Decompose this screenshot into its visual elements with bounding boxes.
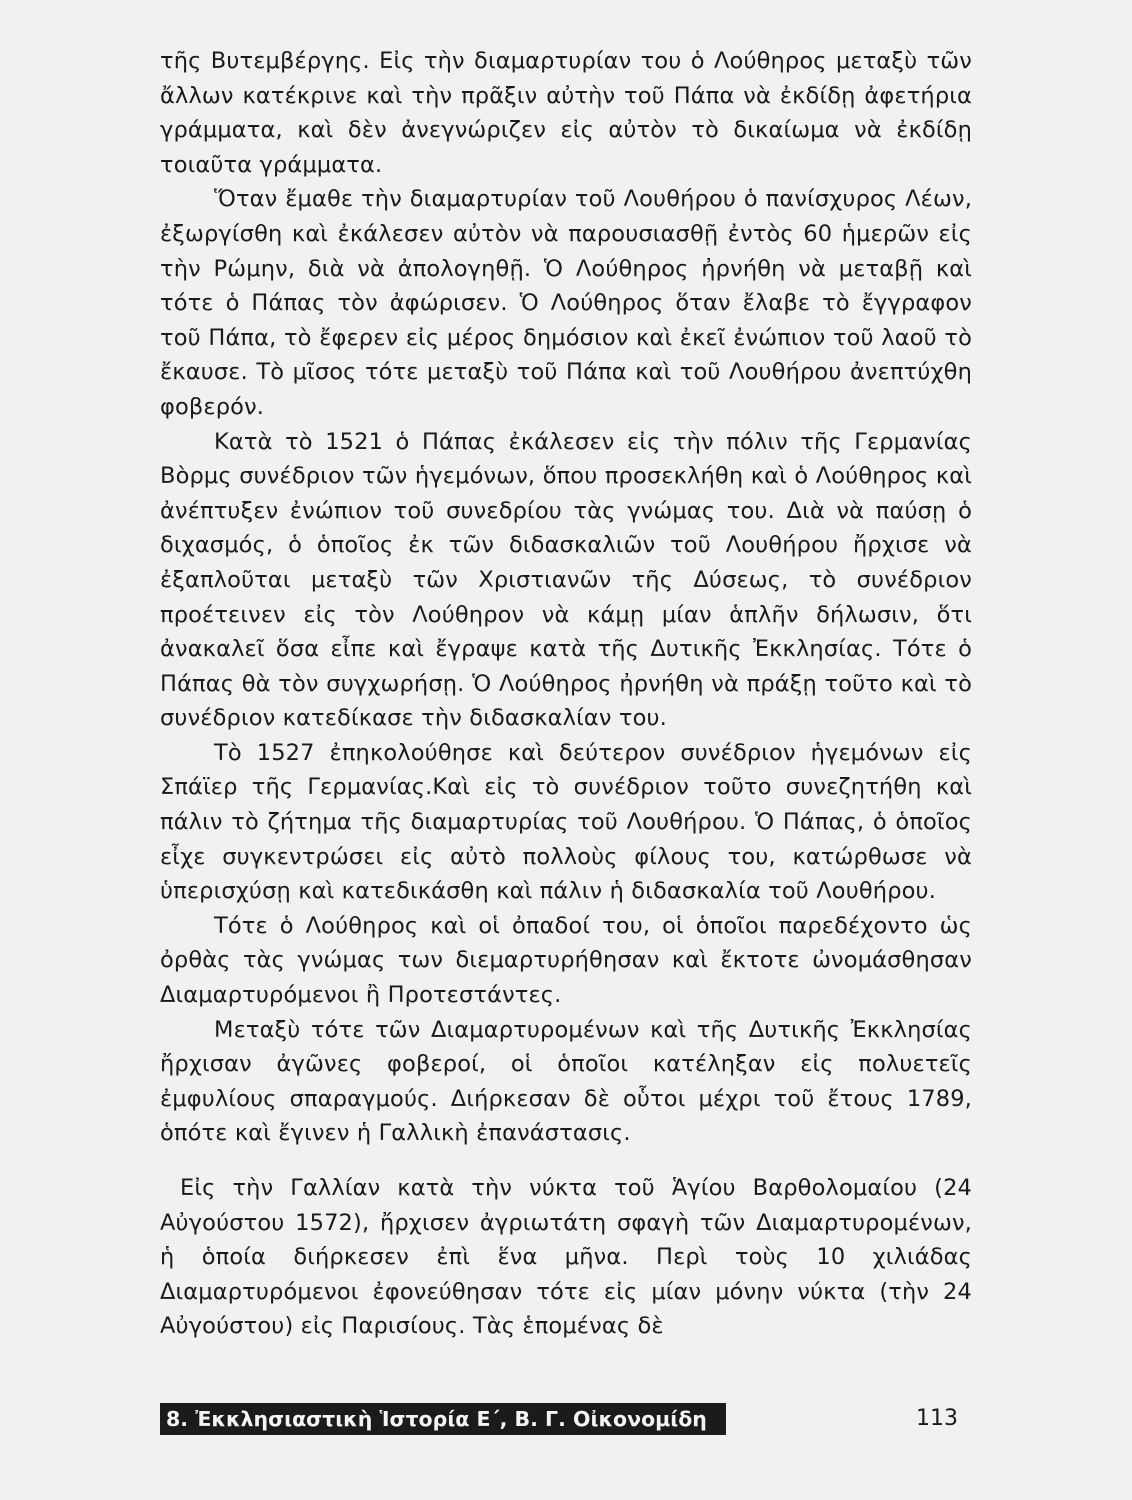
- paragraph-1: τῆς Βυτεμβέργης. Εἰς τὴν διαμαρτυρίαν του ὁ Λούθηρος μεταξὺ τῶν ἄλλων κατέκρινε καὶ τὴν πρᾶξιν αὐτὴν τοῦ Πάπα νὰ ἐκδίδῃ ἀφετήρια γράμματα, καὶ δὲν ἀνεγνώριζεν εἰς αὐτὸν τὸ δικαίωμα νὰ ἐκδίδῃ τοιαῦτα γράμματα.: [160, 48, 972, 178]
- body-text: [160, 44, 972, 1344]
- paragraph-6: Μεταξὺ τότε τῶν Διαμαρτυρομένων καὶ τῆς Δυτικῆς Ἐκκλησίας ἤρχισαν ἀγῶνες φοβεροί, οἱ ὁποῖοι κατέληξαν εἰς πολυετεῖς ἐμφυλίους σπαραγμούς. Διήρκεσαν δὲ οὗτοι μέχρι τοῦ ἔτους 1789, ὁπότε καὶ ἔγινεν ἡ Γαλλικὴ ἐπανάστασις.: [160, 1016, 972, 1147]
- paragraph-7: Εἰς τὴν Γαλλίαν κατὰ τὴν νύκτα τοῦ Ἁγίου Βαρθολομαίου (24 Αὐγούστου 1572), ἤρχισεν ἀγριωτάτη σφαγὴ τῶν Διαμαρτυρομένων, ἡ ὁποία διήρκεσεν ἐπὶ ἕνα μῆνα. Περὶ τοὺς 10 χιλιάδας Διαμαρτυρόμενοι ἐφονεύθησαν τότε εἰς μίαν μόνην νύκτα (τὴν 24 Αὐγούστου) εἰς Παρισίους. Τὰς ἑπομένας δὲ: [160, 1175, 972, 1340]
- page-number: 113: [916, 1406, 958, 1431]
- paragraph-4: Τὸ 1527 ἐπηκολούθησε καὶ δεύτερον συνέδριον ἡγεμόνων εἰς Σπάϊερ τῆς Γερμανίας.Καὶ εἰς τὸ συνέδριον τοῦτο συνεζητήθη καὶ πάλιν τὸ ζήτημα τῆς διαμαρτυρίας τοῦ Λουθήρου. Ὁ Πάπας, ὁ ὁποῖος εἶχε συγκεντρώσει εἰς αὐτὸ πολλοὺς φίλους του, κατώρθωσε νὰ ὑπερισχύσῃ καὶ κατεδικάσθη καὶ πάλιν ἡ διδασκαλία τοῦ Λουθήρου.: [160, 739, 972, 905]
- paragraph-5: Τότε ὁ Λούθηρος καὶ οἱ ὀπαδοί του, οἱ ὁποῖοι παρεδέχοντο ὡς ὀρθὰς τὰς γνώμας των διεμαρτυρήθησαν καὶ ἔκτοτε ὠνομάσθησαν Διαμαρτυρόμενοι ἢ Προτεστάντες.: [160, 912, 972, 1009]
- footer-book-title: 8. Ἐκκλησιαστικὴ Ἱστορία Ε΄, Β. Γ. Οἰκονομίδη: [160, 1403, 726, 1435]
- page-footer: [160, 1403, 972, 1437]
- paragraph-3: Κατὰ τὸ 1521 ὁ Πάπας ἐκάλεσεν εἰς τὴν πόλιν τῆς Γερμανίας Βὸρμς συνέδριον τῶν ἡγεμόνων, ὅπου προσεκλήθη καὶ ὁ Λούθηρος καὶ ἀνέπτυξεν ἐνώπιον τοῦ συνεδρίου τὰς γνώμας του. Διὰ νὰ παύσῃ ὁ διχασμός, ὁ ὁποῖος ἐκ τῶν διδασκαλιῶν τοῦ Λουθήρου ἤρχισε νὰ ἐξαπλοῦται μεταξὺ τῶν Χριστιανῶν τῆς Δύσεως, τὸ συνέδριον προέτεινεν εἰς τὸν Λούθηρον νὰ κάμῃ μίαν ἁπλῆν δήλωσιν, ὅτι ἀνακαλεῖ ὅσα εἶπε καὶ ἔγραψε κατὰ τῆς Δυτικῆς Ἐκκλησίας. Τότε ὁ Πάπας θὰ τὸν συγχωρήσῃ. Ὁ Λούθηρος ἠρνήθη νὰ πράξῃ τοῦτο καὶ τὸ συνέδριον κατεδίκασε τὴν διδασκαλίαν του.: [160, 428, 972, 732]
- paragraph-2: Ὅταν ἔμαθε τὴν διαμαρτυρίαν τοῦ Λουθήρου ὁ πανίσχυρος Λέων, ἐξωργίσθη καὶ ἐκάλεσεν αὐτὸν νὰ παρουσιασθῇ ἐντὸς 60 ἡμερῶν εἰς τὴν Ρώμην, διὰ νὰ ἀπολογηθῇ. Ὁ Λούθηρος ἠρνήθη νὰ μεταβῇ καὶ τότε ὁ Πάπας τὸν ἀφώρισεν. Ὁ Λούθηρος ὅταν ἔλαβε τὸ ἔγγραφον τοῦ Πάπα, τὸ ἔφερεν εἰς μέρος δημόσιον καὶ ἐκεῖ ἐνώπιον τοῦ λαοῦ τὸ ἔκαυσε. Τὸ μῖσος τότε μεταξὺ τοῦ Πάπα καὶ τοῦ Λουθήρου ἀνεπτύχθη φοβερόν.: [160, 186, 972, 420]
